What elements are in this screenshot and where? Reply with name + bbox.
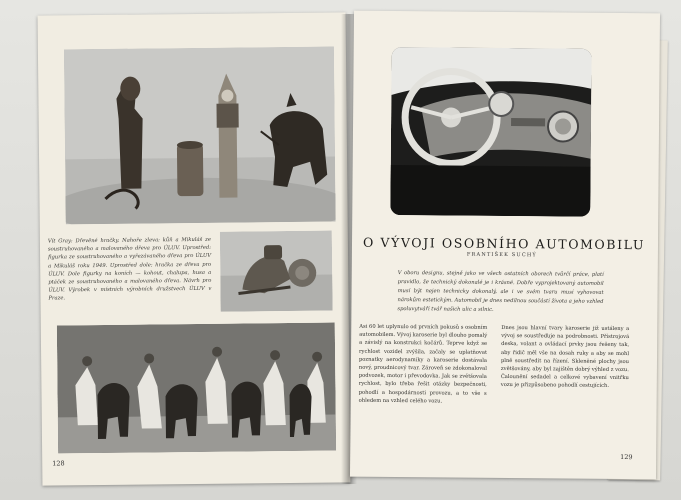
article-heading: O VÝVOJI OSOBNÍHO AUTOMOBILU [362,234,646,253]
left-page [38,12,351,485]
article-column-2: Dnes jsou hlavní tvary karoserie již ustáleny a vývoj se soustřeďuje na podrobnosti. Přístrojová deska, volant a ovládací prvky jsou řešeny tak, aby řidič měl vše na dosah ruky a aby se mohl plně soustředit na řízení. Skleněné plochy jsou zvětšovány, aby byl zajištěn dobrý výhled z vozu. Čalounění sedadel a celkové vybavení vnitřku vozu je přizpůsobeno pohodlí cestujících. [500,324,630,390]
article-column-1: Asi 60 let uplynulo od prvních pokusů s osobním automobilem. Vývoj karoserie byl dlouho pomalý a závislý na konstrukci kočárů. Teprve když se rychlost vozidel zvýšila, začaly se uplatňovat poznatky aerodynamiky a karoserie dostávala nový, proudnicový tvar. Zároveň se zdokonaloval podvozek, motor i převodovka. Jak se zvětšovala rychlost, bylo třeba řešit otázky bezpečnosti, pohodlí a hospodárnosti provozu, a to vše s ohledem na vzhled celého vozu. [358,323,488,405]
page-number-right: 129 [620,453,633,462]
photo-caption: Vít Gray: Dřevěné hračky. Nahoře zleva: kůň a Mikuláš ze soustruhovaného a malovaného dřeva pro ÚLUV. Uprostřed: figurka ze soustruhovaného a vyřezávaného dřeva pro ÚLUV a Mikuláš roku 1949. Uprostřed dole: hračka ze dřeva pro ÚLUV. Dole figurky na koních — kohout, chalupa, husa a ptáček ze soustruhovaného a malovaného dřeva. Návrh pro ÚLUV. Výrobek v místních výrobních družstvech ÚLUV v Praze. [47,236,212,302]
page-number-left: 128 [52,459,65,468]
toy-photo-bottom [57,323,336,454]
toy-photo-top [64,47,336,225]
right-page [350,11,660,480]
toy-photo-middle [220,231,333,312]
article-intro: V oboru designu, stejně jako ve všech ostatních oborech tvůrčí práce, platí pravidlo, že technický dokonalé je i krásné. Dobře vyprojektovaný automobil musí být nejen technicky dokonalý, ale i ve svém tvaru musí vyhovovat nárokům estetickým. Automobil je dnes nedílnou součástí života a jeho vzhled spoluvytváří tvář našich ulic a silnic. [397,270,604,313]
article-author: FRANTIŠEK SUCHÝ [466,251,537,259]
car-dashboard-photo [390,47,591,217]
